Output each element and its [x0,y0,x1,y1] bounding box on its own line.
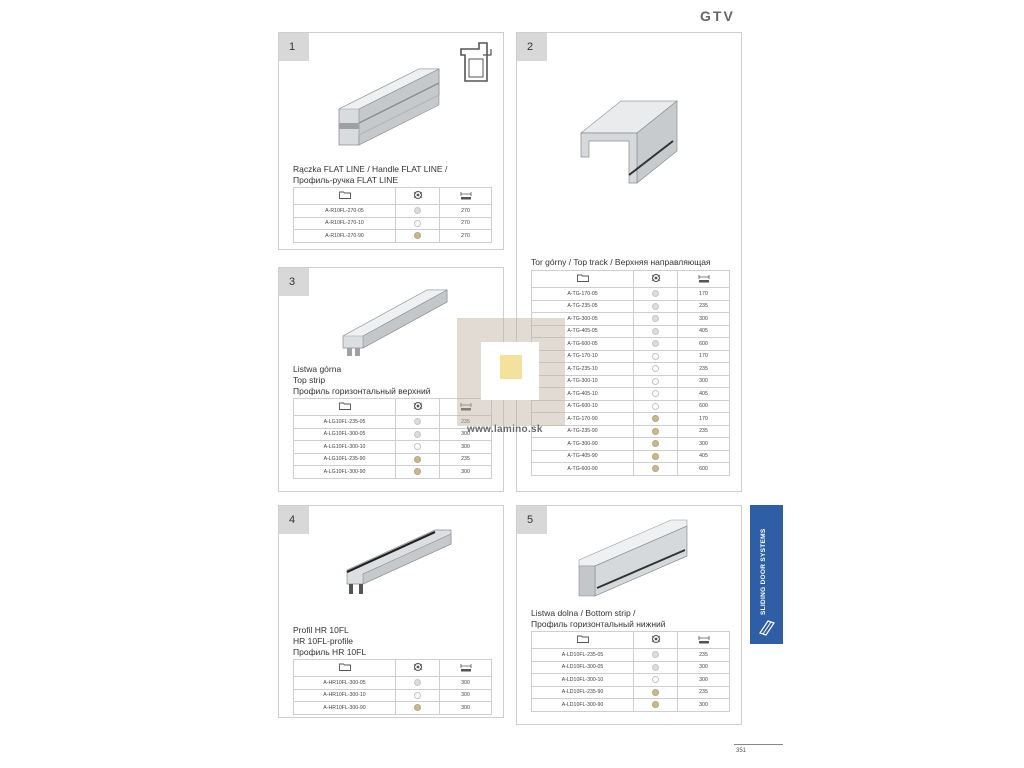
finish-swatch [652,664,659,671]
length-value: 170 [678,350,730,363]
table-row [532,463,730,476]
table-row [532,450,730,463]
top-track-image [573,95,693,185]
table-row [294,428,492,441]
product-table [293,659,492,715]
panel-number: 5 [517,506,547,534]
title-line: Профиль горизонтальный нижний [531,619,666,629]
product-panel-bottom-strip [516,505,742,725]
title-line: Listwa górna [293,364,342,374]
page-number: 351 [736,748,747,754]
table-row [532,425,730,438]
finish-swatch [414,431,421,438]
product-title [293,164,447,186]
product-code: A-R10FL-270-10 [294,217,396,230]
finish-icon [634,632,678,649]
brand-logo: GTV [700,8,735,24]
product-code: A-LD10FL-235-05 [532,649,634,662]
length-value: 405 [678,450,730,463]
table-row [294,230,492,243]
finish-cell [634,375,678,388]
product-code: A-LD10FL-300-10 [532,674,634,687]
product-table [293,187,492,243]
product-code: A-TG-170-10 [532,350,634,363]
product-code: A-LD10FL-235-90 [532,686,634,699]
length-value: 235 [678,300,730,313]
length-value: 235 [440,416,492,429]
folder-icon [532,632,634,649]
length-value: 300 [678,438,730,451]
finish-swatch [652,701,659,708]
panel-number: 3 [279,268,309,296]
finish-swatch [652,440,659,447]
finish-swatch [652,365,659,372]
product-code: A-R10FL-270-90 [294,230,396,243]
finish-swatch [652,378,659,385]
title-line: Profil HR 10FL [293,625,349,635]
length-value: 405 [678,388,730,401]
finish-cell [396,428,440,441]
finish-swatch [414,468,421,475]
top-strip-image [337,284,457,364]
finish-cell [634,350,678,363]
length-value: 600 [678,400,730,413]
product-code: A-TG-235-90 [532,425,634,438]
product-code: A-LG10FL-300-10 [294,441,396,454]
product-code: A-LG10FL-235-90 [294,453,396,466]
length-value: 235 [678,686,730,699]
finish-cell [396,416,440,429]
product-code: A-TG-600-05 [532,338,634,351]
product-code: A-TG-300-10 [532,375,634,388]
table-row [532,674,730,687]
watermark-text: www.lamino.sk [467,424,543,435]
product-panel-handle [278,32,504,250]
page-number-rule [734,744,783,745]
product-code: A-LG10FL-235-05 [294,416,396,429]
bottom-strip-image [575,516,705,600]
product-panel-hr-profile [278,505,504,718]
length-value: 405 [678,325,730,338]
length-value: 600 [678,463,730,476]
finish-cell [396,217,440,230]
finish-swatch [414,418,421,425]
finish-cell [634,338,678,351]
length-value: 300 [440,689,492,702]
finish-icon [634,271,678,288]
length-value: 300 [440,466,492,479]
finish-cell [634,413,678,426]
title-line: Listwa dolna / Bottom strip / [531,608,636,618]
product-code: A-TG-235-05 [532,300,634,313]
length-value: 300 [440,677,492,690]
table-row [532,661,730,674]
title-line: HR 10FL-profile [293,636,353,646]
product-code: A-HR10FL-300-10 [294,689,396,702]
finish-cell [396,702,440,715]
side-tab-label: SLIDING DOOR SYSTEMS [760,528,767,615]
length-value: 300 [678,375,730,388]
title-line: Профиль горизонтальный верхний [293,386,431,396]
product-code: A-LD10FL-300-90 [532,699,634,712]
length-value: 170 [678,288,730,301]
product-code: A-TG-600-10 [532,400,634,413]
length-value: 600 [678,338,730,351]
finish-cell [634,325,678,338]
length-icon [440,188,492,205]
length-value: 300 [678,699,730,712]
product-code: A-TG-405-10 [532,388,634,401]
finish-cell [396,466,440,479]
product-code: A-TG-170-90 [532,413,634,426]
finish-cell [634,463,678,476]
finish-cell [634,300,678,313]
table-row [532,686,730,699]
cross-section-icon [457,41,499,87]
finish-swatch [652,651,659,658]
length-value: 235 [678,425,730,438]
product-title [531,608,666,630]
finish-swatch [652,328,659,335]
product-code: A-LG10FL-300-90 [294,466,396,479]
finish-icon [396,188,440,205]
table-row [532,649,730,662]
panel-number: 1 [279,33,309,61]
finish-cell [634,313,678,326]
table-row [532,288,730,301]
handle-profile-image [329,65,459,155]
length-value: 300 [440,428,492,441]
finish-cell [634,674,678,687]
product-code: A-TG-170-05 [532,288,634,301]
finish-cell [396,677,440,690]
length-icon [678,632,730,649]
finish-swatch [652,353,659,360]
length-value: 300 [440,441,492,454]
product-code: A-LG10FL-300-05 [294,428,396,441]
finish-swatch [652,303,659,310]
finish-swatch [652,415,659,422]
table-row [294,702,492,715]
finish-swatch [652,390,659,397]
finish-swatch [414,232,421,239]
length-value: 270 [440,230,492,243]
finish-swatch [414,207,421,214]
table-row [294,205,492,218]
folder-icon [294,399,396,416]
table-row [532,438,730,451]
finish-swatch [414,443,421,450]
length-value: 235 [440,453,492,466]
watermark-logo-square [500,355,522,379]
finish-swatch [652,689,659,696]
title-line: Профиль-ручка FLAT LINE [293,175,399,185]
table-row [532,300,730,313]
table-row [294,453,492,466]
table-row [294,217,492,230]
folder-icon [294,188,396,205]
product-code: A-TG-300-90 [532,438,634,451]
sliding-door-icon [758,619,776,637]
finish-cell [634,661,678,674]
product-title [293,625,366,658]
length-value: 300 [440,702,492,715]
product-title [531,257,711,268]
length-value: 270 [440,205,492,218]
length-value: 300 [678,674,730,687]
table-row [294,677,492,690]
length-value: 270 [440,217,492,230]
table-row [294,689,492,702]
finish-cell [634,649,678,662]
finish-cell [634,450,678,463]
finish-cell [634,699,678,712]
length-icon [440,660,492,677]
finish-swatch [652,340,659,347]
product-code: A-LD10FL-300-05 [532,661,634,674]
finish-cell [396,441,440,454]
finish-cell [634,400,678,413]
finish-cell [396,230,440,243]
finish-swatch [414,220,421,227]
finish-swatch [414,704,421,711]
panel-number: 2 [517,33,547,61]
title-line: Tor górny / Top track / Верхняя направляющая [531,257,711,267]
product-code: A-TG-600-90 [532,463,634,476]
product-code: A-R10FL-270-05 [294,205,396,218]
finish-swatch [652,676,659,683]
finish-cell [396,689,440,702]
finish-cell [634,438,678,451]
finish-cell [634,686,678,699]
finish-cell [396,453,440,466]
section-side-tab [750,505,783,644]
length-value: 300 [678,313,730,326]
product-table [531,631,730,712]
finish-swatch [414,679,421,686]
product-code: A-TG-300-05 [532,313,634,326]
product-code: A-TG-405-90 [532,450,634,463]
folder-icon [532,271,634,288]
hr-profile-image [339,524,459,604]
finish-swatch [652,453,659,460]
table-row [532,699,730,712]
title-line: Rączka FLAT LINE / Handle FLAT LINE / [293,164,448,174]
table-row [294,466,492,479]
product-code: A-TG-235-10 [532,363,634,376]
length-value: 170 [678,413,730,426]
length-value: 235 [678,363,730,376]
finish-swatch [652,465,659,472]
finish-swatch [414,692,421,699]
product-code: A-HR10FL-300-90 [294,702,396,715]
finish-swatch [652,290,659,297]
finish-swatch [652,428,659,435]
finish-cell [634,363,678,376]
length-icon [678,271,730,288]
length-value: 235 [678,649,730,662]
finish-swatch [652,403,659,410]
product-title [293,364,430,397]
finish-cell [634,288,678,301]
folder-icon [294,660,396,677]
title-line: Top strip [293,375,326,385]
product-code: A-TG-405-05 [532,325,634,338]
panel-number: 4 [279,506,309,534]
finish-cell [634,425,678,438]
finish-cell [634,388,678,401]
finish-swatch [414,456,421,463]
title-line: Профиль HR 10FL [293,647,367,657]
product-code: A-HR10FL-300-05 [294,677,396,690]
finish-swatch [652,315,659,322]
table-row [294,441,492,454]
finish-icon [396,660,440,677]
finish-icon [396,399,440,416]
length-value: 300 [678,661,730,674]
finish-cell [396,205,440,218]
